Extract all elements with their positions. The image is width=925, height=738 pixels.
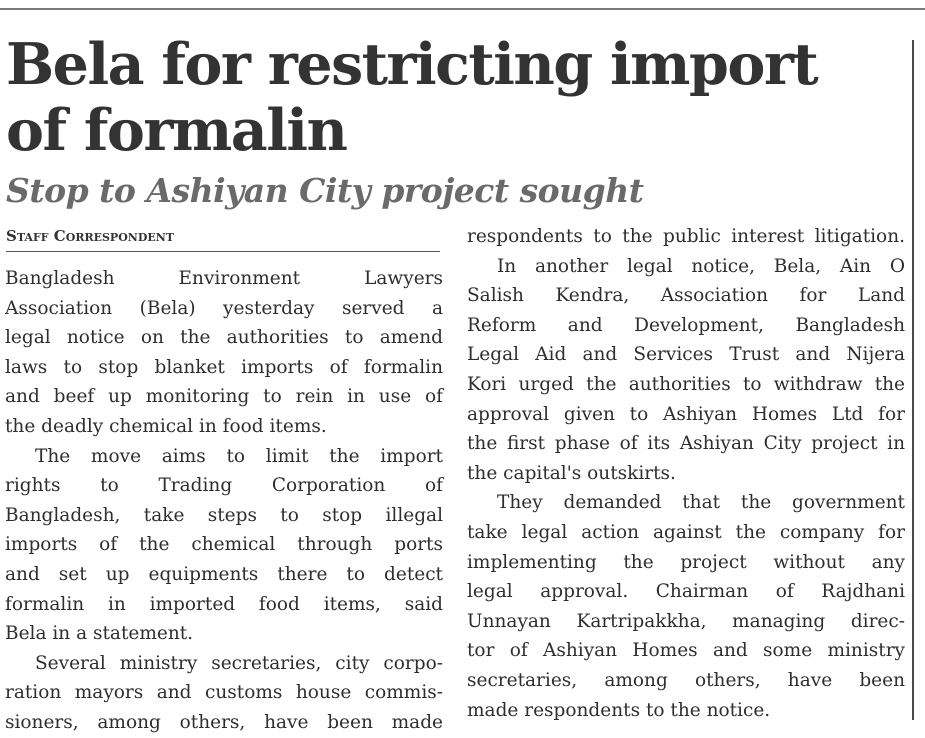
body-text-line: respondents to the public interest litigation. (467, 226, 905, 247)
body-text-line: Legal Aid and Services Trust and Nijera (467, 344, 905, 366)
body-text-line: and beef up monitoring to rein in use of (5, 386, 443, 408)
body-text-line: approval given to Ashiyan Homes Ltd for (467, 403, 905, 425)
body-text-line: ration mayors and customs house commis- (5, 682, 443, 704)
body-text-line: the capital's outskirts. (467, 462, 676, 484)
body-text-line: rights to Trading Corporation of (5, 475, 443, 497)
article-column-1 (5, 264, 443, 738)
body-text-line: In another legal notice, Bela, Ain O (497, 255, 905, 277)
body-text-line: tor of Ashiyan Homes and some ministry (467, 640, 905, 662)
body-text-line: sioners, among others, have been made (5, 711, 443, 733)
body-text-line: and set up equipments there to detect (5, 563, 443, 585)
body-text-line: made respondents to the notice. (467, 699, 771, 721)
body-text-line: laws to stop blanket imports of formalin (5, 356, 443, 378)
body-text-line: Association (Bela) yesterday served a (5, 297, 443, 319)
body-text-line: take legal action against the company for (467, 521, 905, 543)
body-text-line: Several ministry secretaries, city corpo- (35, 652, 443, 674)
body-text-line: Bangladesh, take steps to stop illegal (5, 504, 443, 526)
column-divider-rule (912, 40, 914, 720)
headline-line: Bela for restricting import (6, 31, 818, 98)
body-text-line: Kori urged the authorities to withdraw the (467, 373, 905, 395)
byline: Staff Correspondent (6, 226, 440, 252)
body-text-line: They demanded that the government (497, 492, 905, 514)
body-text-line: Bela in a statement. (5, 623, 194, 645)
body-text-line: implementing the project without any (467, 551, 905, 573)
body-text-line: formalin in imported food items, said (5, 593, 443, 615)
body-text-line: imports of the chemical through ports (5, 534, 443, 556)
top-rule (0, 8, 925, 10)
body-text-line: legal notice on the authorities to amend (5, 327, 443, 349)
article-column-2 (467, 222, 905, 725)
body-text-line: the deadly chemical in food items. (5, 415, 327, 437)
body-text-line: The move aims to limit the import (35, 445, 443, 467)
body-text-line: Bangladesh Environment Lawyers (5, 268, 443, 289)
subheadline: Stop to Ashiyan City project sought (6, 171, 644, 210)
body-text-line: Salish Kendra, Association for Land (467, 285, 905, 307)
body-text-line: secretaries, among others, have been (467, 669, 905, 691)
headline (6, 32, 906, 164)
headline-line: of formalin (6, 97, 347, 164)
body-text-line: Unnayan Kartripakkha, managing direc- (467, 610, 905, 632)
body-text-line: Reform and Development, Bangladesh (467, 314, 905, 336)
body-text-line: legal approval. Chairman of Rajdhani (467, 581, 905, 603)
body-text-line: the first phase of its Ashiyan City project in (467, 433, 905, 455)
